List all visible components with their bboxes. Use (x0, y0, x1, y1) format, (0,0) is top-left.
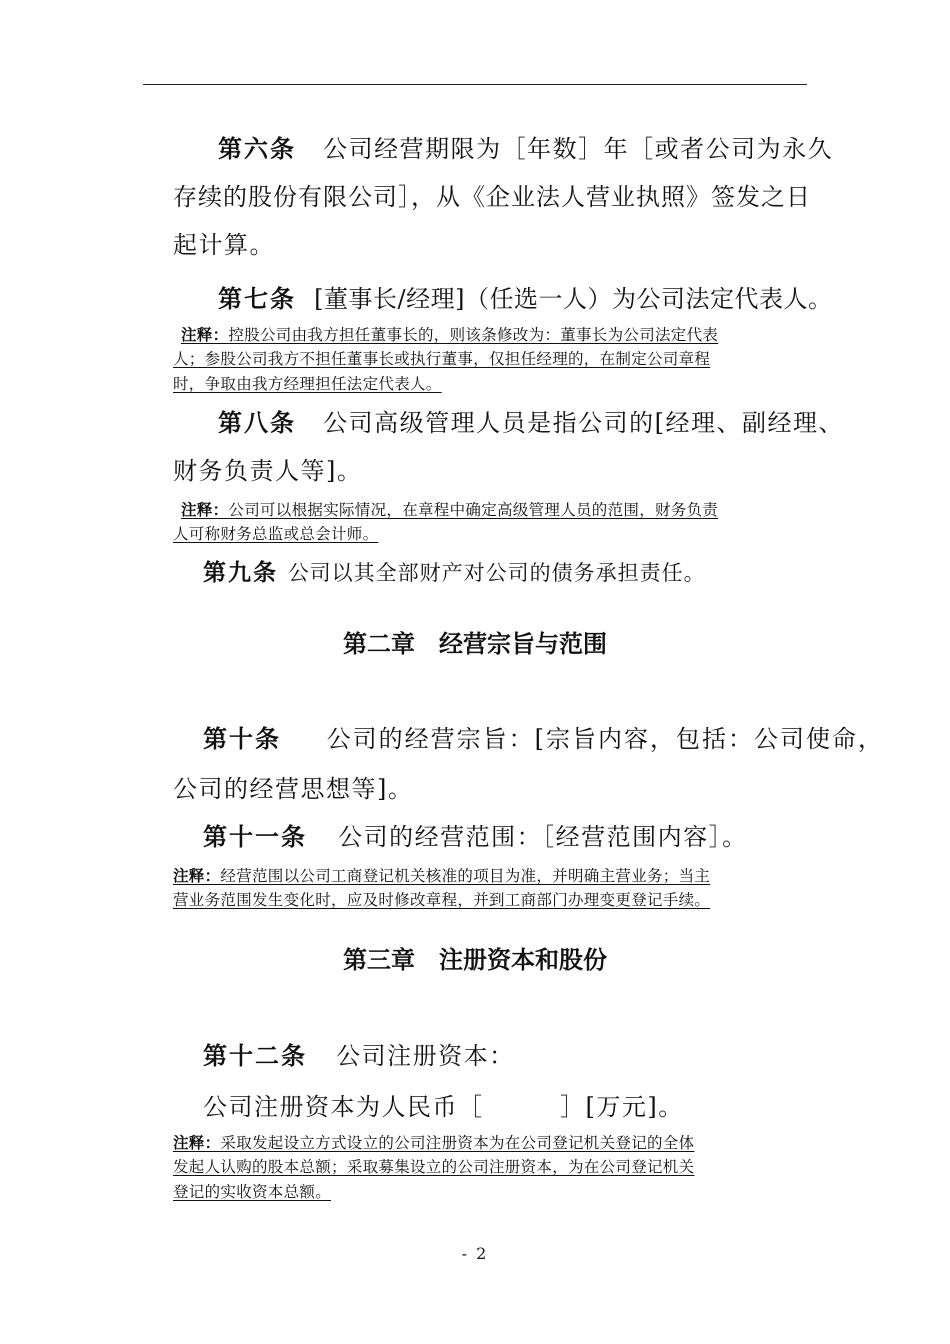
article-12-text: 公司注册资本： (336, 1042, 515, 1070)
article-8-line-1 (218, 408, 844, 438)
article-11-line (203, 822, 748, 852)
article-7-note-line-2: 人；参股公司我方不担任董事长或执行董事，仅担任经理的，在制定公司章程 (173, 350, 711, 368)
article-12-heading: 第十二条 (203, 1042, 307, 1070)
chapter-2-title: 第二章 经营宗旨与范围 (343, 630, 607, 658)
note-label: 注释： (173, 866, 221, 885)
note-label: 注释： (181, 500, 229, 519)
article-6-heading: 第六条 (218, 135, 296, 163)
note-text: 采取发起设立方式设立的公司注册资本为在公司登记机关登记的全体 (220, 1134, 695, 1152)
page-number: - 2 (461, 1244, 489, 1263)
article-11-heading: 第十一条 (203, 823, 307, 851)
article-10-text-1: 公司的经营宗旨：[宗旨内容，包括：公司使命， (326, 725, 885, 753)
article-9-heading: 第九条 (203, 560, 278, 586)
article-9-line (203, 558, 706, 588)
article-11-text: 公司的经营范围：［经营范围内容］。 (338, 823, 748, 851)
article-12-line-1 (203, 1041, 515, 1071)
note-label: 注释： (173, 1133, 221, 1152)
article-10-line-2: 公司的经营思想等]。 (173, 775, 414, 803)
article-9-text: 公司以其全部财产对公司的债务承担责任。 (287, 561, 706, 585)
article-7-line (218, 284, 832, 314)
article-8-line-2: 财务负责人等]。 (173, 457, 363, 485)
article-10-heading: 第十条 (203, 725, 281, 753)
article-8-note-line-1 (181, 500, 718, 520)
note-text: 公司可以根据实际情况，在章程中确定高级管理人员的范围，财务负责 (228, 501, 719, 519)
note-text: 经营范围以公司工商登记机关核准的项目为准，并明确主营业务；当主 (220, 867, 711, 885)
article-12-note-line-1 (173, 1133, 694, 1153)
header-rule (143, 84, 807, 85)
note-label: 注释： (181, 325, 229, 344)
article-11-note-line-2: 营业务范围发生变化时，应及时修改章程，并到工商部门办理变更登记手续。 (173, 891, 711, 909)
chapter-3-title: 第三章 注册资本和股份 (343, 946, 607, 974)
article-7-text: [董事长/经理]（任选一人）为公司法定代表人。 (314, 285, 833, 313)
article-7-note-line-3: 时，争取由我方经理担任法定代表人。 (173, 375, 442, 393)
article-11-note-line-1 (173, 866, 710, 886)
article-12-note-line-2: 发起人认购的股本总额；采取募集设立的公司注册资本，为在公司登记机关 (173, 1158, 695, 1176)
article-8-heading: 第八条 (218, 409, 296, 437)
article-7-note-line-1 (181, 325, 718, 345)
article-6-text-1: 公司经营期限为［年数］年［或者公司为永久 (323, 135, 834, 163)
article-6-line-2: 存续的股份有限公司］，从《企业法人营业执照》签发之日 (173, 183, 811, 211)
article-6-line-3: 起计算。 (173, 231, 275, 259)
article-7-heading: 第七条 (218, 285, 296, 313)
article-10-line-1 (203, 724, 884, 754)
note-text: 控股公司由我方担任董事长的，则该条修改为：董事长为公司法定代表 (228, 326, 719, 344)
article-8-note-line-2: 人可称财务总监或总会计师。 (173, 525, 379, 543)
article-6-line-1 (218, 134, 833, 164)
article-8-text-1: 公司高级管理人员是指公司的[经理、副经理、 (323, 409, 845, 437)
article-12-note-line-3: 登记的实收资本总额。 (173, 1183, 332, 1201)
article-12-line-2: 公司注册资本为人民币［ ］[万元]。 (203, 1093, 684, 1121)
